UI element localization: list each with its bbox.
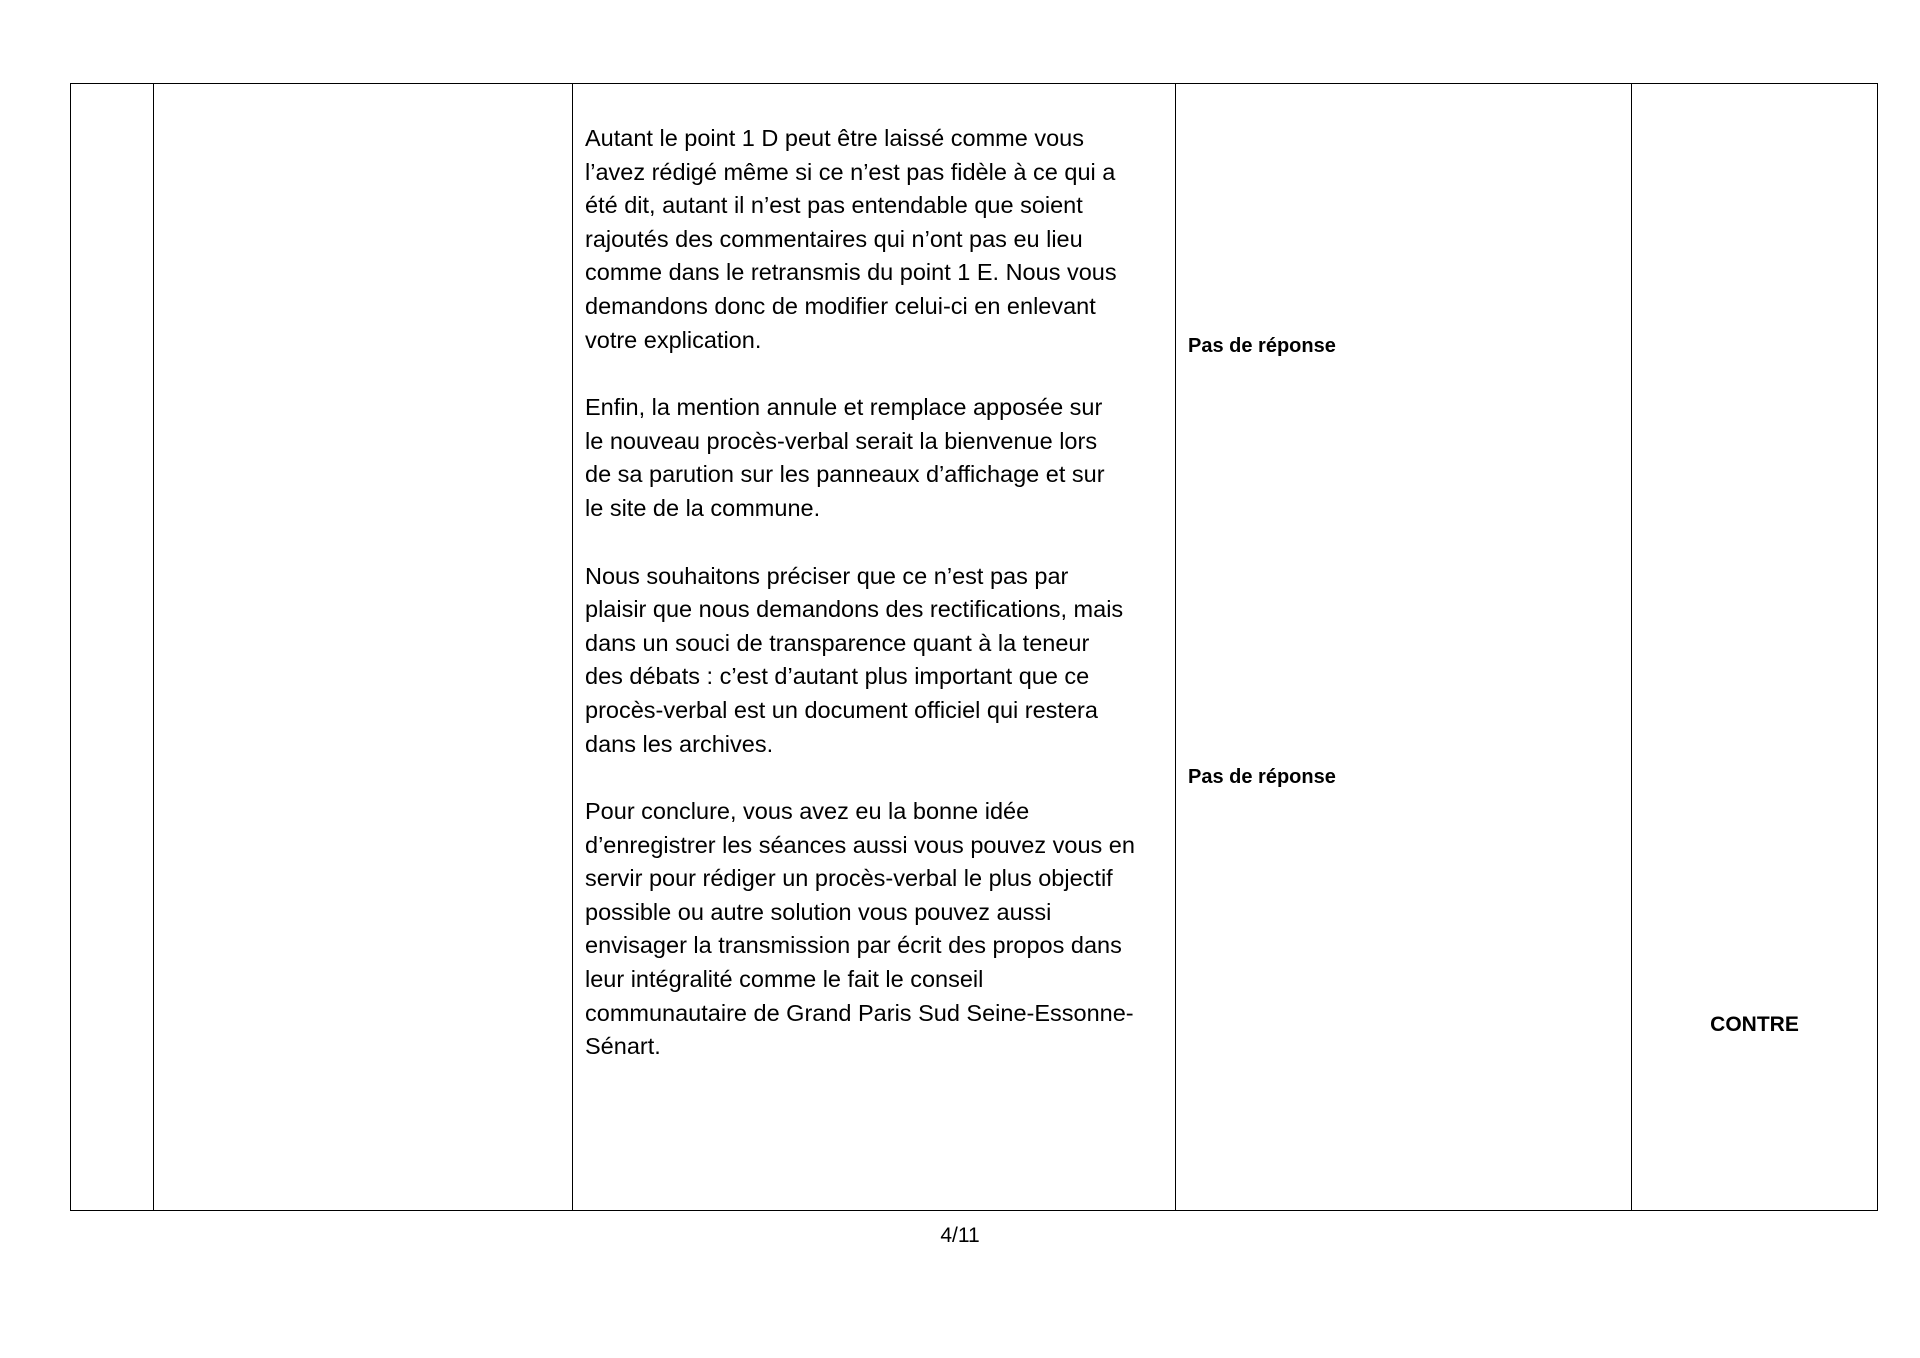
answer-cell [1176,84,1632,1211]
vote-cell [1632,84,1878,1211]
minutes-table [70,83,1878,1211]
comment-paragraph: Autant le point 1 D peut être laissé comme vous l’avez rédigé même si ce n’est pas fidèle à ce qui a été dit, autant il n’est pas entendable que soient rajoutés des commentaires qui n’ont pas eu lieu comme dans le retransmis du point 1 E. Nous vous demandons donc de modifier celui-ci en enlevant votre explication. [585,125,1117,353]
subject-cell [154,84,573,1211]
comment-text [573,84,1175,1064]
number-cell [71,84,154,1211]
page-number: 4/11 [940,1224,980,1247]
vote-text: CONTRE [1710,1013,1799,1036]
answer-text: Pas de réponse [1188,766,1336,788]
comment-paragraph: Pour conclure, vous avez eu la bonne idée d’enregistrer les séances aussi vous pouvez vous en servir pour rédiger un procès-verbal le plus objectif possible ou autre solution vous pouvez aussi envisager la transmission par écrit des propos dans leur intégralité comme le fait le conseil communautaire de Grand Paris Sud Seine-Essonne- Sénart. [585,798,1135,1060]
comment-paragraph: Nous souhaitons préciser que ce n’est pas par plaisir que nous demandons des rectifications, mais dans un souci de transparence quant à la teneur des débats : c’est d’autant plus important que ce procès-verbal est un document officiel qui restera dans les archives. [585,562,1124,757]
comment-cell [573,84,1176,1211]
comment-paragraph: Enfin, la mention annule et remplace apposée sur le nouveau procès-verbal serait la bienvenue lors de sa parution sur les panneaux d’affichage et sur le site de la commune. [585,394,1105,521]
answer-text: Pas de réponse [1188,335,1336,357]
table-row [71,84,1878,1211]
